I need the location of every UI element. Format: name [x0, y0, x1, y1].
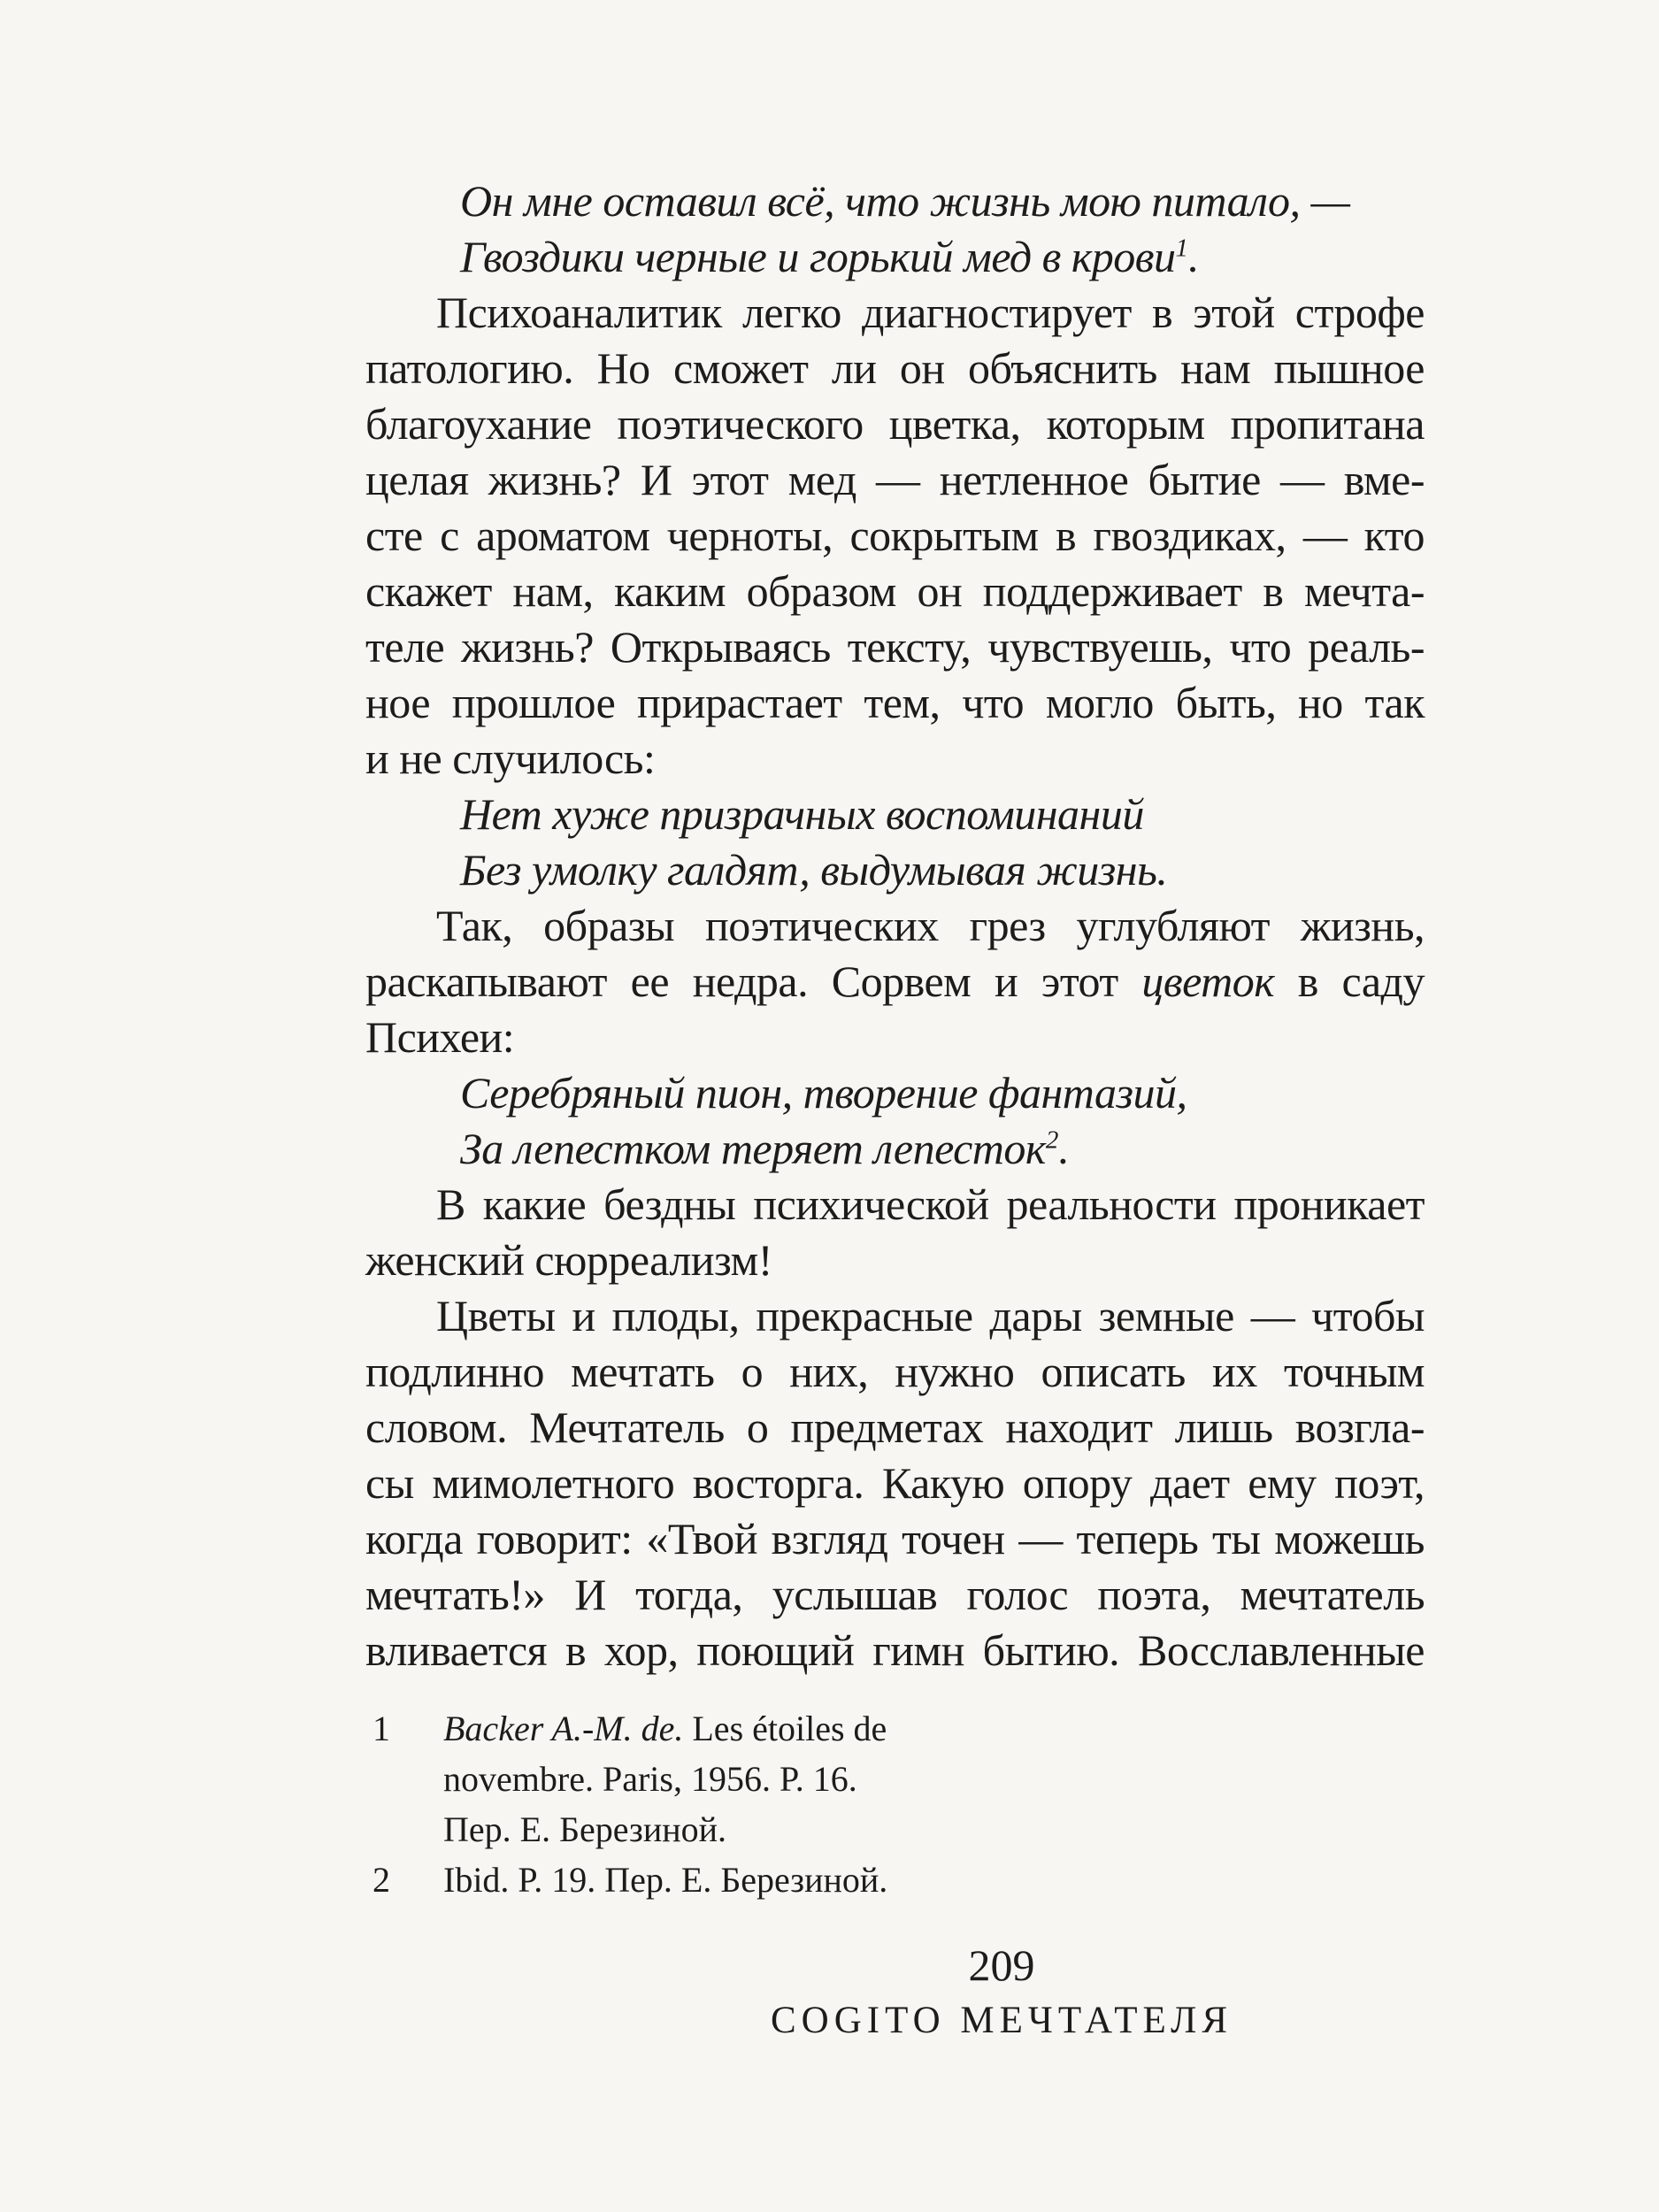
- text-segment: Backer A.-M. de.: [443, 1709, 684, 1748]
- text-segment: сте с ароматом черноты, сокрытым в гвоздиках, — кто: [365, 511, 1425, 560]
- footnote-reference: 2: [1045, 1125, 1059, 1155]
- text-column: [365, 173, 1425, 1678]
- footnote-line: [365, 1855, 1425, 1905]
- text-segment: Психеи:: [365, 1012, 515, 1062]
- text-segment: в саду: [1274, 956, 1425, 1006]
- text-segment: и не случилось:: [365, 733, 656, 783]
- verse-line: [365, 1121, 1425, 1177]
- text-line: [365, 898, 1425, 954]
- footnote-number: 1: [373, 1709, 390, 1748]
- text-segment: Без умолку галдят, выдумывая жизнь.: [460, 845, 1168, 895]
- page-number: 209: [968, 1940, 1035, 1990]
- text-line: [365, 396, 1425, 452]
- verse-line: [365, 1065, 1425, 1121]
- text-segment: женский сюрреализм!: [365, 1235, 772, 1285]
- text-line: [365, 341, 1425, 396]
- footnote: [365, 1703, 1425, 1855]
- text-segment: Серебряный пион, творение фантазий,: [460, 1068, 1187, 1118]
- text-line: [365, 1233, 1425, 1288]
- footnote-line: [365, 1754, 1425, 1804]
- text-segment: Цветы и плоды, прекрасные дары земные — чтобы: [436, 1291, 1425, 1340]
- footnote: [365, 1855, 1425, 1905]
- verse-line: [365, 842, 1425, 898]
- text-line: [365, 285, 1425, 341]
- text-line: [365, 1455, 1425, 1511]
- text-line: [365, 1177, 1425, 1233]
- footnote-number: 2: [373, 1860, 390, 1900]
- text-segment: Психоаналитик легко диагностирует в этой строфе: [436, 288, 1425, 337]
- text-segment: В какие бездны психической реальности проникает: [436, 1179, 1425, 1229]
- text-segment: Он мне оставил всё, что жизнь мою питало, —: [460, 176, 1350, 226]
- footnote-line: [365, 1703, 1425, 1754]
- verse-line: [365, 229, 1425, 285]
- text-line: [365, 1623, 1425, 1678]
- text-line: [365, 619, 1425, 675]
- text-line: [365, 1344, 1425, 1400]
- text-segment: Les étoiles de: [683, 1709, 887, 1748]
- text-segment: .: [1187, 232, 1199, 281]
- text-line: [365, 452, 1425, 508]
- text-segment: Гвоздики черные и горький мед в крови: [460, 232, 1176, 281]
- text-segment: За лепестком теряет лепесток: [460, 1124, 1046, 1173]
- text-segment: .: [1058, 1124, 1070, 1173]
- verse-line: [365, 787, 1425, 842]
- text-segment: мечтать!» И тогда, услышав голос поэта, мечтатель: [365, 1570, 1425, 1619]
- text-segment: словом. Мечтатель о предметах находит лишь возгла-: [365, 1402, 1425, 1452]
- page-footer: [770, 1940, 1233, 2041]
- text-line: [365, 508, 1425, 564]
- footnotes-block: [365, 1703, 1425, 1905]
- text-segment: цветок: [1141, 956, 1275, 1006]
- text-line: [365, 731, 1425, 787]
- text-segment: Так, образы поэтических грез углубляют жизнь,: [436, 901, 1425, 950]
- text-segment: Нет хуже призрачных воспоминаний: [460, 789, 1144, 839]
- text-segment: Пер. Е. Березиной.: [443, 1809, 727, 1849]
- text-segment: подлинно мечтать о них, нужно описать их точным: [365, 1347, 1425, 1396]
- footnote-line: [365, 1804, 1425, 1855]
- text-segment: вливается в хор, поющий гимн бытию. Восславленные: [365, 1625, 1425, 1675]
- text-segment: раскапывают ее недра. Сорвем и этот: [365, 956, 1142, 1006]
- footnote-reference: 1: [1175, 234, 1188, 263]
- text-segment: когда говорит: «Твой взгляд точен — теперь ты можешь: [365, 1514, 1425, 1563]
- text-line: [365, 564, 1425, 619]
- text-segment: сы мимолетного восторга. Какую опору дает ему поэт,: [365, 1458, 1425, 1508]
- text-line: [365, 1511, 1425, 1567]
- text-segment: целая жизнь? И этот мед — нетленное бытие — вме-: [365, 455, 1425, 504]
- text-segment: патологию. Но сможет ли он объяснить нам пышное: [365, 343, 1425, 393]
- running-title: COGITO МЕЧТАТЕЛЯ: [770, 2000, 1233, 2041]
- text-line: [365, 1400, 1425, 1455]
- text-line: [365, 1010, 1425, 1065]
- text-line: [365, 675, 1425, 731]
- text-segment: скажет нам, каким образом он поддерживает в мечта-: [365, 566, 1425, 616]
- verse-line: [365, 173, 1425, 229]
- text-line: [365, 954, 1425, 1010]
- text-segment: благоухание поэтического цветка, которым пропитана: [365, 399, 1425, 449]
- text-segment: теле жизнь? Открываясь тексту, чувствуешь, что реаль-: [365, 622, 1425, 672]
- text-segment: ное прошлое прирастает тем, что могло быть, но так: [365, 678, 1425, 727]
- text-segment: Ibid. P. 19. Пер. Е. Березиной.: [443, 1860, 888, 1900]
- text-line: [365, 1288, 1425, 1344]
- text-segment: novembre. Paris, 1956. P. 16.: [443, 1759, 857, 1799]
- text-line: [365, 1567, 1425, 1623]
